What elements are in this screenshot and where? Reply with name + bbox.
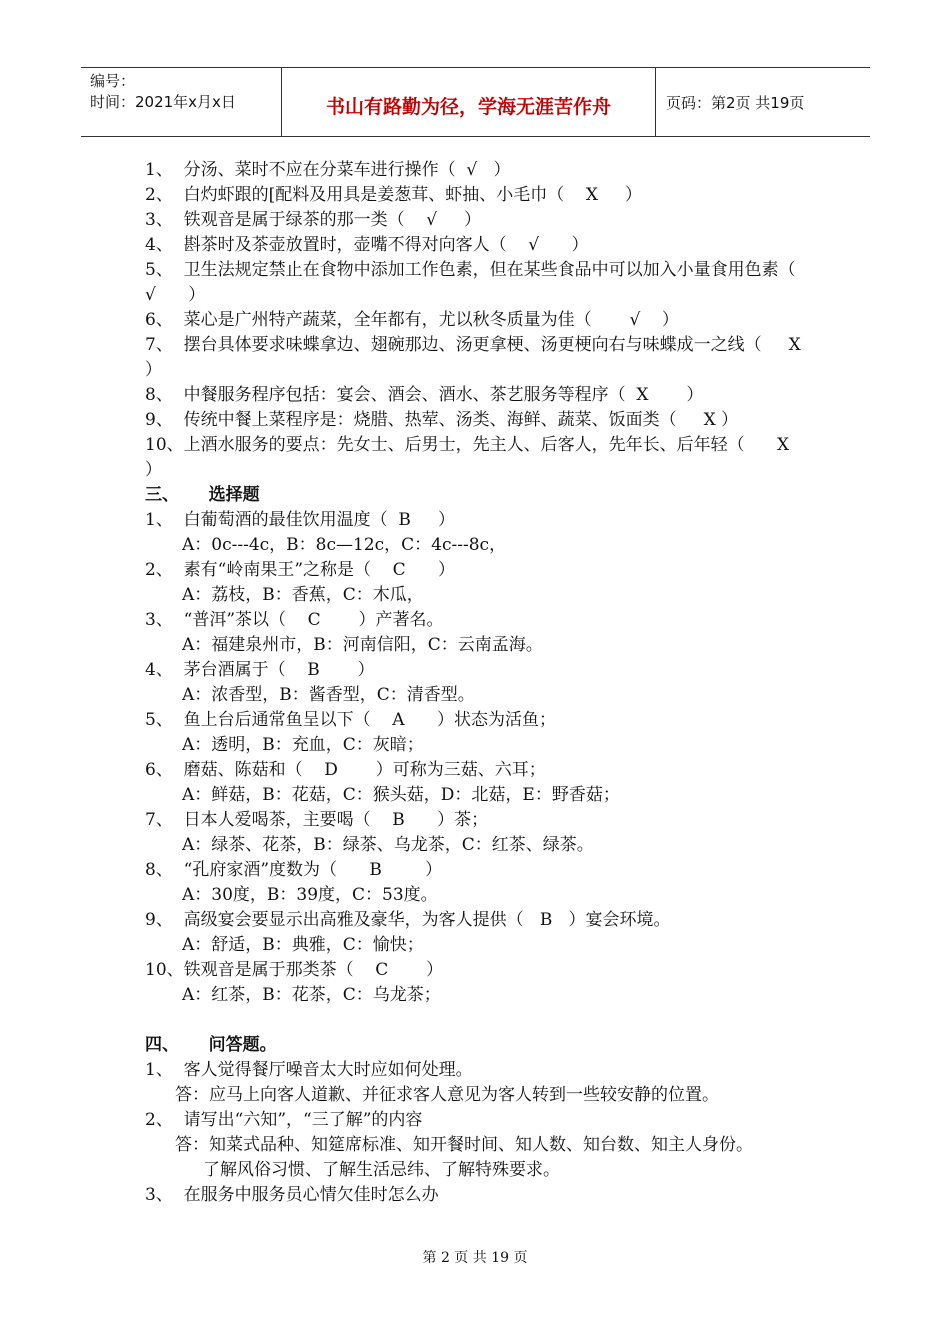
choice-list	[145, 508, 815, 1008]
spacer	[145, 1008, 815, 1033]
choice-question: 8、 “孔府家酒”度数为（ B ）	[145, 860, 443, 880]
header-page-number: 页码：第2页 共19页	[666, 93, 805, 112]
qa-answer: 答：知菜式品种、知筵席标准、知开餐时间、知人数、知台数、知主人身份。	[175, 1135, 753, 1155]
qa-list	[145, 1058, 815, 1208]
choice-question: 2、 素有“岭南果王”之称是（ C ）	[145, 560, 456, 580]
header-meta	[81, 68, 282, 136]
choice-options: A：浓香型，B：酱香型，C：清香型。	[182, 685, 475, 705]
page-header	[81, 67, 870, 137]
choice-question: 4、 茅台酒属于（ B ）	[145, 660, 375, 680]
section-title-choices: 三、 选择题	[145, 485, 260, 505]
qa-answer: 答：应马上向客人道歉、并征求客人意见为客人转到一些较安静的位置。	[175, 1085, 719, 1105]
document-date: 时间：2021年x月x日	[90, 93, 236, 111]
choice-options: A：红茶，B：花茶，C：乌龙茶；	[182, 985, 441, 1005]
true-false-list	[145, 158, 833, 483]
choice-options: A：30度，B：39度，C：53度。	[182, 885, 438, 905]
choice-options: A：绿茶、花茶，B：绿茶、乌龙茶，C：红茶、绿茶。	[182, 835, 594, 855]
document-number-label: 编号：	[90, 72, 136, 90]
tf-item: 1、 分汤、菜时不应在分菜车进行操作（ √ ）	[145, 160, 511, 180]
choice-question: 5、 鱼上台后通常鱼呈以下（ A ）状态为活鱼；	[145, 710, 556, 730]
tf-item: 7、 摆台具体要求味蝶拿边、翅碗那边、汤更拿梗、汤更梗向右与味蝶成一之线（ X ）	[145, 335, 828, 380]
qa-question: 2、 请写出“六知”，“三了解”的内容	[145, 1110, 423, 1130]
choice-options: A：舒适，B：典雅，C：愉快；	[182, 935, 424, 955]
tf-item: 3、 铁观音是属于绿茶的那一类（ √ ）	[145, 210, 482, 230]
page-footer: 第 2 页 共 19 页	[422, 1250, 528, 1266]
choice-question: 6、 磨菇、陈菇和（ D ）可称为三菇、六耳；	[145, 760, 546, 780]
tf-item: 8、 中餐服务程序包括：宴会、酒会、酒水、茶艺服务等程序（ X ）	[145, 385, 704, 405]
document-body	[145, 158, 833, 1208]
section-title-qa: 四、 问答题。	[145, 1035, 277, 1055]
choice-options: A：福建泉州市，B：河南信阳，C：云南孟海。	[182, 635, 543, 655]
tf-item: 4、 斟茶时及茶壶放置时，壶嘴不得对向客人（ √ ）	[145, 235, 589, 255]
qa-question: 3、 在服务中服务员心情欠佳时怎么办	[145, 1185, 439, 1205]
qa-question: 1、 客人觉得餐厅噪音太大时应如何处理。	[145, 1060, 473, 1080]
choice-question: 10、铁观音是属于那类茶（ C ）	[145, 960, 444, 980]
choice-question: 9、 高级宴会要显示出高雅及豪华，为客人提供（ B ）宴会环境。	[145, 910, 671, 930]
tf-item: 2、 白灼虾跟的[配料及用具是姜葱茸、虾抽、小毛巾（ X ）	[145, 185, 642, 205]
choice-question: 3、 “普洱”茶以（ C ）产著名。	[145, 610, 444, 630]
choice-options: A：鲜菇，B：花菇，C：猴头菇，D：北菇，E：野香菇；	[182, 785, 620, 805]
tf-item: 5、 卫生法规定禁止在食物中添加工作色素，但在某些食品中可以加入小量食用色素（ √ ）	[145, 260, 829, 305]
tf-item: 6、 菜心是广州特产蔬菜，全年都有，尤以秋冬质量为佳（ √ ）	[145, 310, 679, 330]
header-motto: 书山有路勤为径，学海无涯苦作舟	[282, 68, 656, 136]
tf-item: 9、 传统中餐上菜程序是：烧腊、热荤、汤类、海鲜、蔬菜、饭面类（ X ）	[145, 410, 739, 430]
choice-question: 7、 日本人爱喝茶，主要喝（ B ）茶；	[145, 810, 489, 830]
choice-question: 1、 白葡萄酒的最佳饮用温度（ B ）	[145, 510, 455, 530]
choice-options: A：荔枝，B：香蕉，C：木瓜，	[182, 585, 424, 605]
choice-options: A：透明，B：充血，C：灰暗；	[182, 735, 424, 755]
tf-item: 10、上酒水服务的要点：先女士、后男士，先主人、后客人，先年长、后年轻（ X ）	[145, 435, 833, 480]
choice-options: A：0c---4c，B：8c—12c，C：4c---8c，	[182, 535, 507, 555]
qa-answer: 了解风俗习惯、了解生活忌纬、了解特殊要求。	[203, 1160, 560, 1180]
